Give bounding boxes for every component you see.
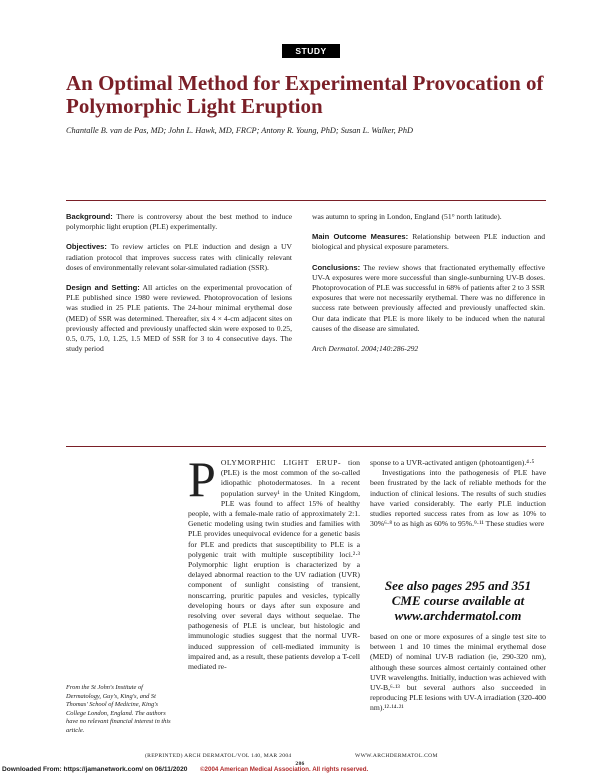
objectives-text: To review articles on PLE induction and design a UV radiation protocol that improves success rates with clinically relevant doses of environmentally relevant solar-simulated radiation (SSR).: [66, 242, 292, 272]
citation: Arch Dermatol. 2004;140:286-292: [312, 344, 419, 354]
abstract-bottom-rule: [66, 446, 546, 447]
footer-journal-info: (REPRINTED) ARCH DERMATOL/VOL 140, MAR 2004: [145, 753, 292, 759]
footer-website: WWW.ARCHDERMATOL.COM: [355, 753, 438, 759]
conclusions-text: The review shows that fractionated erythemally effective UV-A exposures were more successful than single-sunburning UV-B doses. Photoprovocation of PLE was successful in 68% of patients after 2 to 3 SSR exposures that were not necessarily erythemal. There was no difference in success rate between previously affected and previously unaffected skin. Our data indicate that PLE is more likely to be induced when the natural causes of the disease are simulated.: [312, 262, 545, 333]
outcome-text: Relationship between PLE induction and biological and physical exposure parameters.: [312, 232, 545, 252]
abstract-top-rule: [66, 200, 546, 201]
design-heading: Design and Setting:: [66, 283, 140, 293]
col2-bottom-paragraph: based on one or more exposures of a single test site to between 1 and 10 times the minimal erythemal dose (MED) of nominal UV-B radiation (ie, 290-320 nm), although these sources almost certainly contained other UVR wavelengths. Initially, induction was achieved with UV-B,⁶·¹³ but several authors also succeeded in reproducing PLE lesions with UV-A irradiation (320-400 nm).¹²·¹⁴·²¹: [370, 632, 546, 713]
conclusions-heading: Conclusions:: [312, 262, 361, 272]
design-continued: was autumn to spring in London, England (51° north latitude).: [312, 212, 502, 221]
abstract-design: [66, 283, 292, 354]
download-stamp: Downloaded From: https://jamanetwork.com/ on 06/11/2020: [2, 766, 188, 773]
abstract-conclusions: [312, 263, 545, 334]
affiliation-note: From the St John's Institute of Dermatology, Guy's, King's, and St Thomas' School of Medicine, King's College London, England. The authors have no relevant financial interest in this article.: [66, 684, 171, 734]
abstract-background: [66, 212, 292, 232]
cme-url[interactable]: www.archdermatol.com: [394, 608, 522, 623]
abstract-objectives: [66, 242, 292, 273]
body-column-1: [188, 451, 361, 672]
intro-paragraph: [188, 451, 361, 672]
copyright-notice: ©2004 American Medical Association. All rights reserved.: [200, 766, 369, 773]
see-also-pages: See also pages 295 and 351: [384, 578, 532, 593]
col2-paragraph: Investigations into the pathogenesis of PLE have been frustrated by the lack of reliable methods for the induction of clinical lesions. The results of such studies have varied considerably. The early PLE induction studies reported success rates from as low as 10% to 30%⁶·⁸ to as high as 60% to 95%.⁹·¹¹ These studies were: [370, 468, 546, 529]
author-list: Chantalle B. van de Pas, MD; John L. Hawk, MD, FRCP; Antony R. Young, PhD; Susan L. Walker, PhD: [66, 126, 413, 135]
see-also-box: [370, 578, 546, 623]
col2-continued: sponse to a UVR-activated antigen (photoantigen).⁴·⁵: [370, 458, 535, 467]
page-number: 286: [295, 761, 305, 767]
outcome-heading: Main Outcome Measures:: [312, 232, 409, 242]
article-title: An Optimal Method for Experimental Provocation of Polymorphic Light Eruption: [66, 71, 544, 118]
lead-in: OLYMORPHIC LIGHT ERUP-: [220, 458, 342, 467]
abstract-left-column: [66, 212, 292, 364]
body-column-2: [370, 458, 546, 529]
abstract-right-column: [312, 212, 545, 364]
background-heading: Background:: [66, 212, 113, 221]
background-text: There is controversy about the best method to induce polymorphic light eruption (PLE) experimentally.: [66, 212, 292, 232]
objectives-heading: Objectives:: [66, 242, 107, 252]
intro-text: tion (PLE) is the most common of the so-called idiopathic photodermatoses. In a recent population survey¹ in the United Kingdom, PLE was found to affect 15% of healthy people, with a female-male ratio of approximately 2:1. Genetic modeling using twin studies and families with PLE provides unequivocal evidence for a genetic basis for PLE and predicts that susceptibility to PLE is a polygenic trait with multiple susceptibility loci.²·³ Polymorphic light eruption is characterized by a delayed abnormal reaction to the UV radiation (UVR) component of sunlight consisting of transient, nonscarring, pruritic papules and vesicles, typically developing hours or days after sun exposure and resolving over several days without sequelae. The pathogenesis of PLE is unclear, but histologic and immunologic studies suggest that the normal UVR-induced suppression of cell-mediated immunity is impaired and, as a result, these patients develop a T-cell mediated re-: [188, 458, 361, 672]
body-column-2-lower: [370, 632, 546, 714]
drop-cap: P: [188, 451, 216, 507]
abstract-outcomes: [312, 232, 545, 252]
design-text: All articles on the experimental provocation of PLE published since 1980 were reviewed. Photoprovocation of lesions was studied in 25 PLE patients. The 24-hour minimal erythemal dose (MED) of SSR was determined. Thereafter, six 4 × 4-cm adjacent sites on previously affected and previously unaffected skin were exposed to 0.25, 0.5, 0.75, 1.0, 1.25, 1.5 MED of SSR for 3 to 4 consecutive days. The study period: [66, 283, 292, 354]
cme-course-line: CME course available at: [391, 593, 525, 608]
section-tag: STUDY: [282, 44, 340, 58]
